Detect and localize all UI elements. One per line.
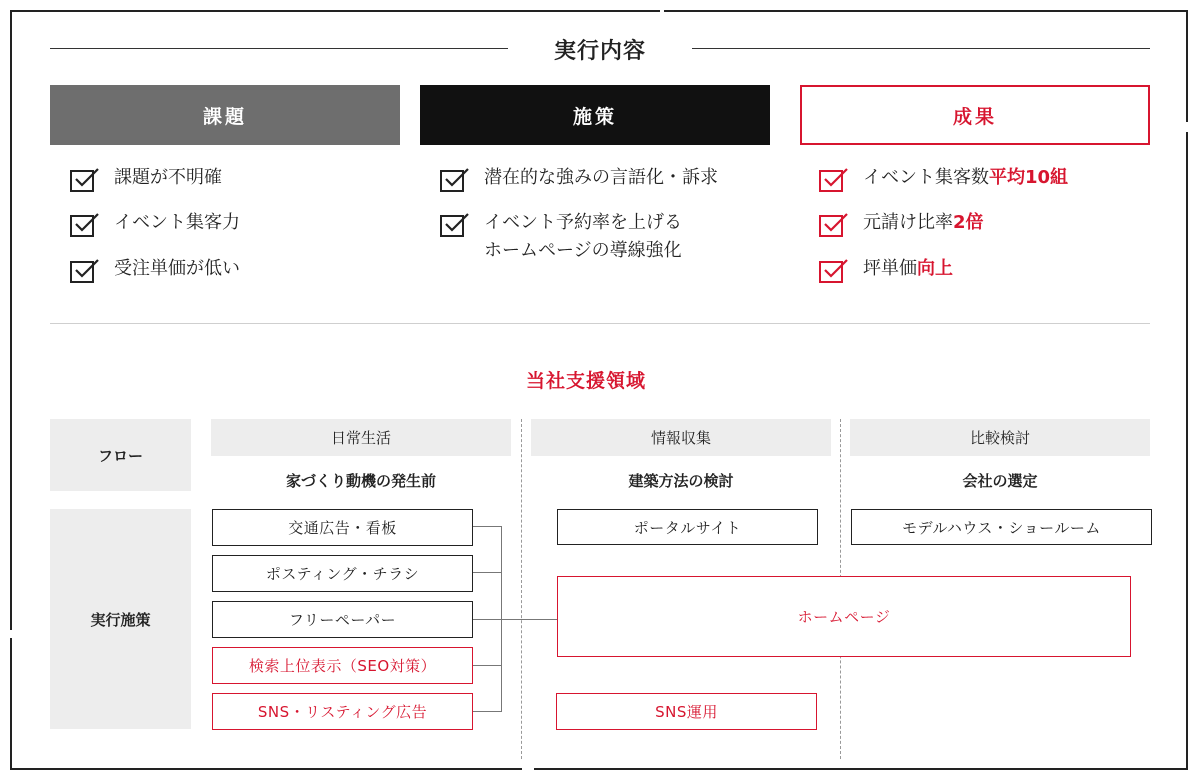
checkbox-check-icon	[440, 211, 470, 237]
connector-trunk	[501, 526, 502, 712]
issue-text: 課題が不明確	[114, 167, 222, 188]
measure-box-posting-flyers: ポスティング・チラシ	[212, 555, 473, 592]
result-item	[819, 164, 1068, 192]
measure-item	[440, 164, 718, 192]
frame-top-right	[664, 10, 1188, 12]
issues-header: 課題	[50, 85, 400, 145]
measure-item	[440, 209, 682, 265]
stage-desc-info-gathering: 建築方法の検討	[628, 472, 734, 490]
issue-item	[70, 209, 240, 237]
checkbox-check-icon	[70, 166, 100, 192]
stage-daily-life: 日常生活	[211, 419, 511, 456]
result-text	[863, 209, 984, 237]
result-plain: イベント集客数	[863, 167, 989, 188]
frame-left-lower	[10, 638, 12, 770]
connector-line	[473, 619, 557, 620]
section-title: 実行内容	[553, 38, 646, 64]
section-divider	[50, 323, 1150, 324]
connector-line	[473, 572, 501, 573]
stage-comparison: 比較検討	[850, 419, 1150, 456]
result-highlight: 2倍	[953, 212, 984, 233]
checkbox-check-icon	[819, 211, 849, 237]
checkbox-check-icon	[819, 257, 849, 283]
result-plain: 元請け比率	[863, 212, 953, 233]
measure-box-transit-ads: 交通広告・看板	[212, 509, 473, 546]
stage-desc-comparison: 会社の選定	[962, 472, 1038, 490]
support-area-title: 当社支援領域	[525, 370, 646, 392]
measure-text: イベント予約率を上げる	[484, 212, 682, 233]
checkbox-check-icon	[70, 211, 100, 237]
frame-right-upper	[1186, 10, 1188, 122]
measure-box-seo: 検索上位表示（SEO対策）	[212, 647, 473, 684]
checkbox-check-icon	[819, 166, 849, 192]
measure-box-sns-listing-ads: SNS・リスティング広告	[212, 693, 473, 730]
issue-text: イベント集客力	[114, 212, 240, 233]
measure-text: 潜在的な強みの言語化・訴求	[484, 167, 718, 188]
stage-desc-daily-life: 家づくり動機の発生前	[285, 472, 436, 490]
frame-left-upper	[10, 10, 12, 630]
connector-line	[473, 665, 501, 666]
checkbox-check-icon	[440, 166, 470, 192]
column-separator	[521, 419, 522, 759]
execution-row-label: 実行施策	[50, 509, 191, 729]
measures-header: 施策	[420, 85, 770, 145]
result-item	[819, 209, 984, 237]
result-item	[819, 255, 953, 283]
issue-item	[70, 164, 222, 192]
measure-box-model-house: モデルハウス・ショールーム	[851, 509, 1152, 545]
frame-bottom-right	[534, 768, 1188, 770]
frame-top-left	[10, 10, 660, 12]
flow-row-label: フロー	[50, 419, 191, 491]
issue-item	[70, 255, 240, 283]
measure-box-homepage: ホームページ	[557, 576, 1131, 657]
measure-text-block	[484, 209, 682, 265]
connector-line	[473, 526, 501, 527]
measure-text: ホームページの導線強化	[484, 240, 682, 261]
checkbox-check-icon	[70, 257, 100, 283]
results-header: 成果	[800, 85, 1150, 145]
frame-bottom-left	[10, 768, 522, 770]
result-plain: 坪単価	[863, 258, 917, 279]
measure-box-portal-site: ポータルサイト	[557, 509, 818, 545]
result-highlight: 平均10組	[989, 167, 1069, 188]
connector-line	[473, 711, 501, 712]
measure-box-sns-operation: SNS運用	[556, 693, 817, 730]
result-text	[863, 164, 1068, 192]
frame-right-lower	[1186, 132, 1188, 770]
measure-box-free-paper: フリーペーパー	[212, 601, 473, 638]
result-highlight: 向上	[917, 258, 953, 279]
result-text	[863, 255, 953, 283]
issue-text: 受注単価が低い	[114, 258, 240, 279]
stage-info-gathering: 情報収集	[531, 419, 831, 456]
